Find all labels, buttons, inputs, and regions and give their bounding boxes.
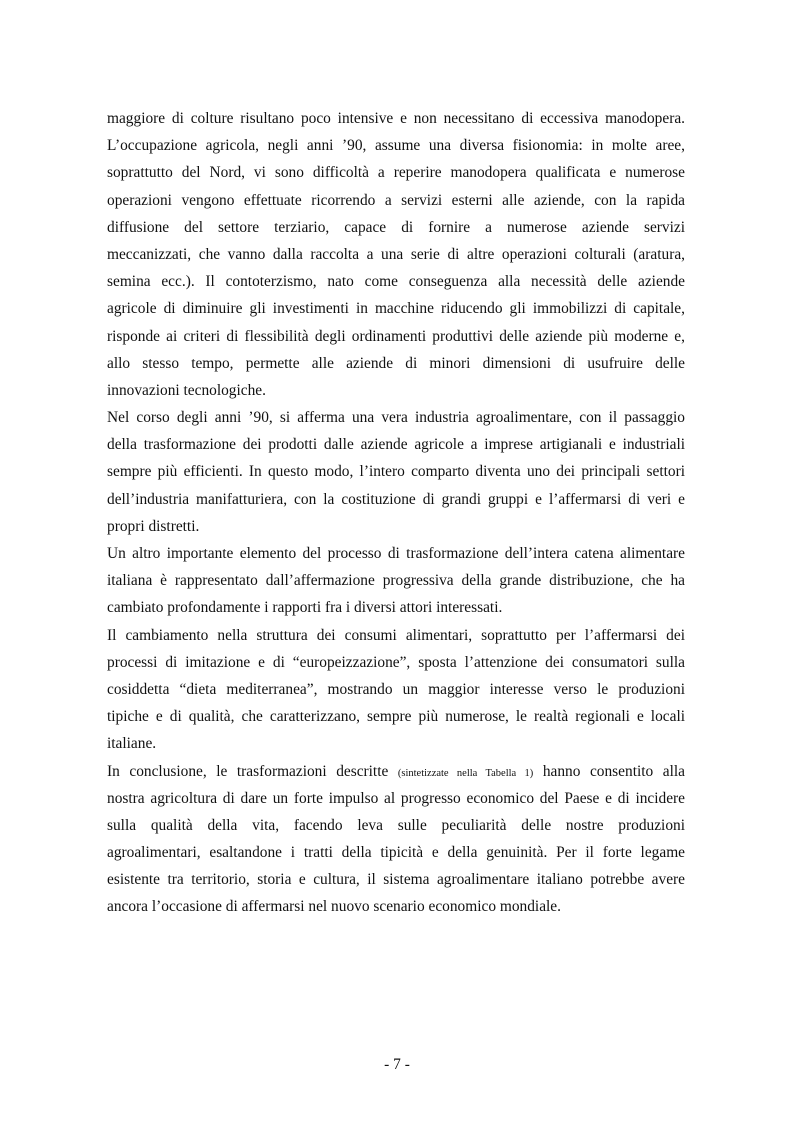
paragraph-0 (107, 105, 685, 132)
text-line: esistente tra territorio, storia e cultura, il sistema agroalimentare italiano potrebbe avere (107, 871, 685, 889)
text-line: sulla qualità della vita, facendo leva sulle peculiarità delle nostre produzioni (107, 816, 685, 834)
text-line: L’occupazione agricola, negli anni ’90, assume una diversa fisionomia: in molte aree, (107, 137, 685, 155)
text-line: cosiddetta “dieta mediterranea”, mostrando un maggior interesse verso le produzioni (107, 680, 685, 698)
page-number: - 7 - (384, 1056, 410, 1073)
text-line: soprattutto del Nord, vi sono difficoltà a reperire manodopera qualificata e numerose (107, 164, 685, 182)
text-line: allo stesso tempo, permette alle aziende di minori dimensioni di usufruire delle (107, 354, 685, 372)
text-line: diffusione del settore terziario, capace di fornire a numerose aziende servizi (107, 218, 685, 236)
text-line: tipiche e di qualità, che caratterizzano, sempre più numerose, le realtà regionali e locali (107, 708, 685, 726)
text-line: propri distretti. (107, 517, 200, 535)
table-reference-note: (sintetizzate nella Tabella 1) (397, 767, 534, 779)
text-line: Nel corso degli anni ’90, si afferma una vera industria agroalimentare, con il passaggio (107, 409, 685, 427)
paragraph-2 (107, 404, 685, 540)
text-line: sempre più efficienti. In questo modo, l’intero comparto diventa uno dei principali settori (107, 463, 685, 481)
document-body (107, 105, 685, 921)
text-line: semina ecc.). Il contoterzismo, nato come conseguenza alla necessità delle aziende (107, 273, 685, 291)
paragraph-5 (107, 758, 685, 921)
paragraph-3 (107, 540, 685, 622)
text-line: italiana è rappresentato dall’affermazione progressiva della grande distribuzione, che ha (107, 572, 685, 590)
text-line: della trasformazione dei prodotti dalle aziende agricole a imprese artigianali e industriali (107, 436, 685, 454)
text-line: operazioni vengono effettuate ricorrendo a servizi esterni alle aziende, con la rapida (107, 191, 685, 209)
text-fragment: hanno consentito alla (542, 762, 685, 780)
text-line: agricole di diminuire gli investimenti in macchine riducendo gli immobilizzi di capitale, (107, 300, 685, 318)
paragraph-4 (107, 622, 685, 758)
text-line: italiane. (107, 735, 157, 753)
text-line: innovazioni tecnologiche. (107, 381, 266, 399)
text-line: Il cambiamento nella struttura dei consumi alimentari, soprattutto per l’affermarsi dei (107, 626, 685, 644)
text-line: ancora l’occasione di affermarsi nel nuovo scenario economico mondiale. (107, 898, 561, 916)
text-line: agroalimentari, esaltandone i tratti della tipicità e della genuinità. Per il forte legame (107, 844, 685, 862)
text-line: Un altro importante elemento del processo di trasformazione dell’intera catena alimentare (107, 545, 685, 562)
paragraph-1 (107, 132, 685, 404)
text-fragment: In conclusione, le trasformazioni descritte (107, 762, 389, 780)
text-line: maggiore di colture risultano poco intensive e non necessitano di eccessiva manodopera. (107, 110, 685, 127)
text-line: cambiato profondamente i rapporti fra i diversi attori interessati. (107, 599, 503, 617)
text-line: dell’industria manifatturiera, con la costituzione di grandi gruppi e l’affermarsi di veri e (107, 490, 685, 508)
text-line: nostra agricoltura di dare un forte impulso al progresso economico del Paese e di incidere (107, 789, 685, 807)
text-line: risponde ai criteri di flessibilità degli ordinamenti produttivi delle aziende più moderne e, (107, 327, 685, 345)
text-line: processi di imitazione e di “europeizzazione”, sposta l’attenzione dei consumatori sulla (107, 653, 685, 671)
text-line: meccanizzati, che vanno dalla raccolta a una serie di altre operazioni colturali (aratura, (107, 245, 685, 263)
text-line-mixed (107, 758, 685, 785)
